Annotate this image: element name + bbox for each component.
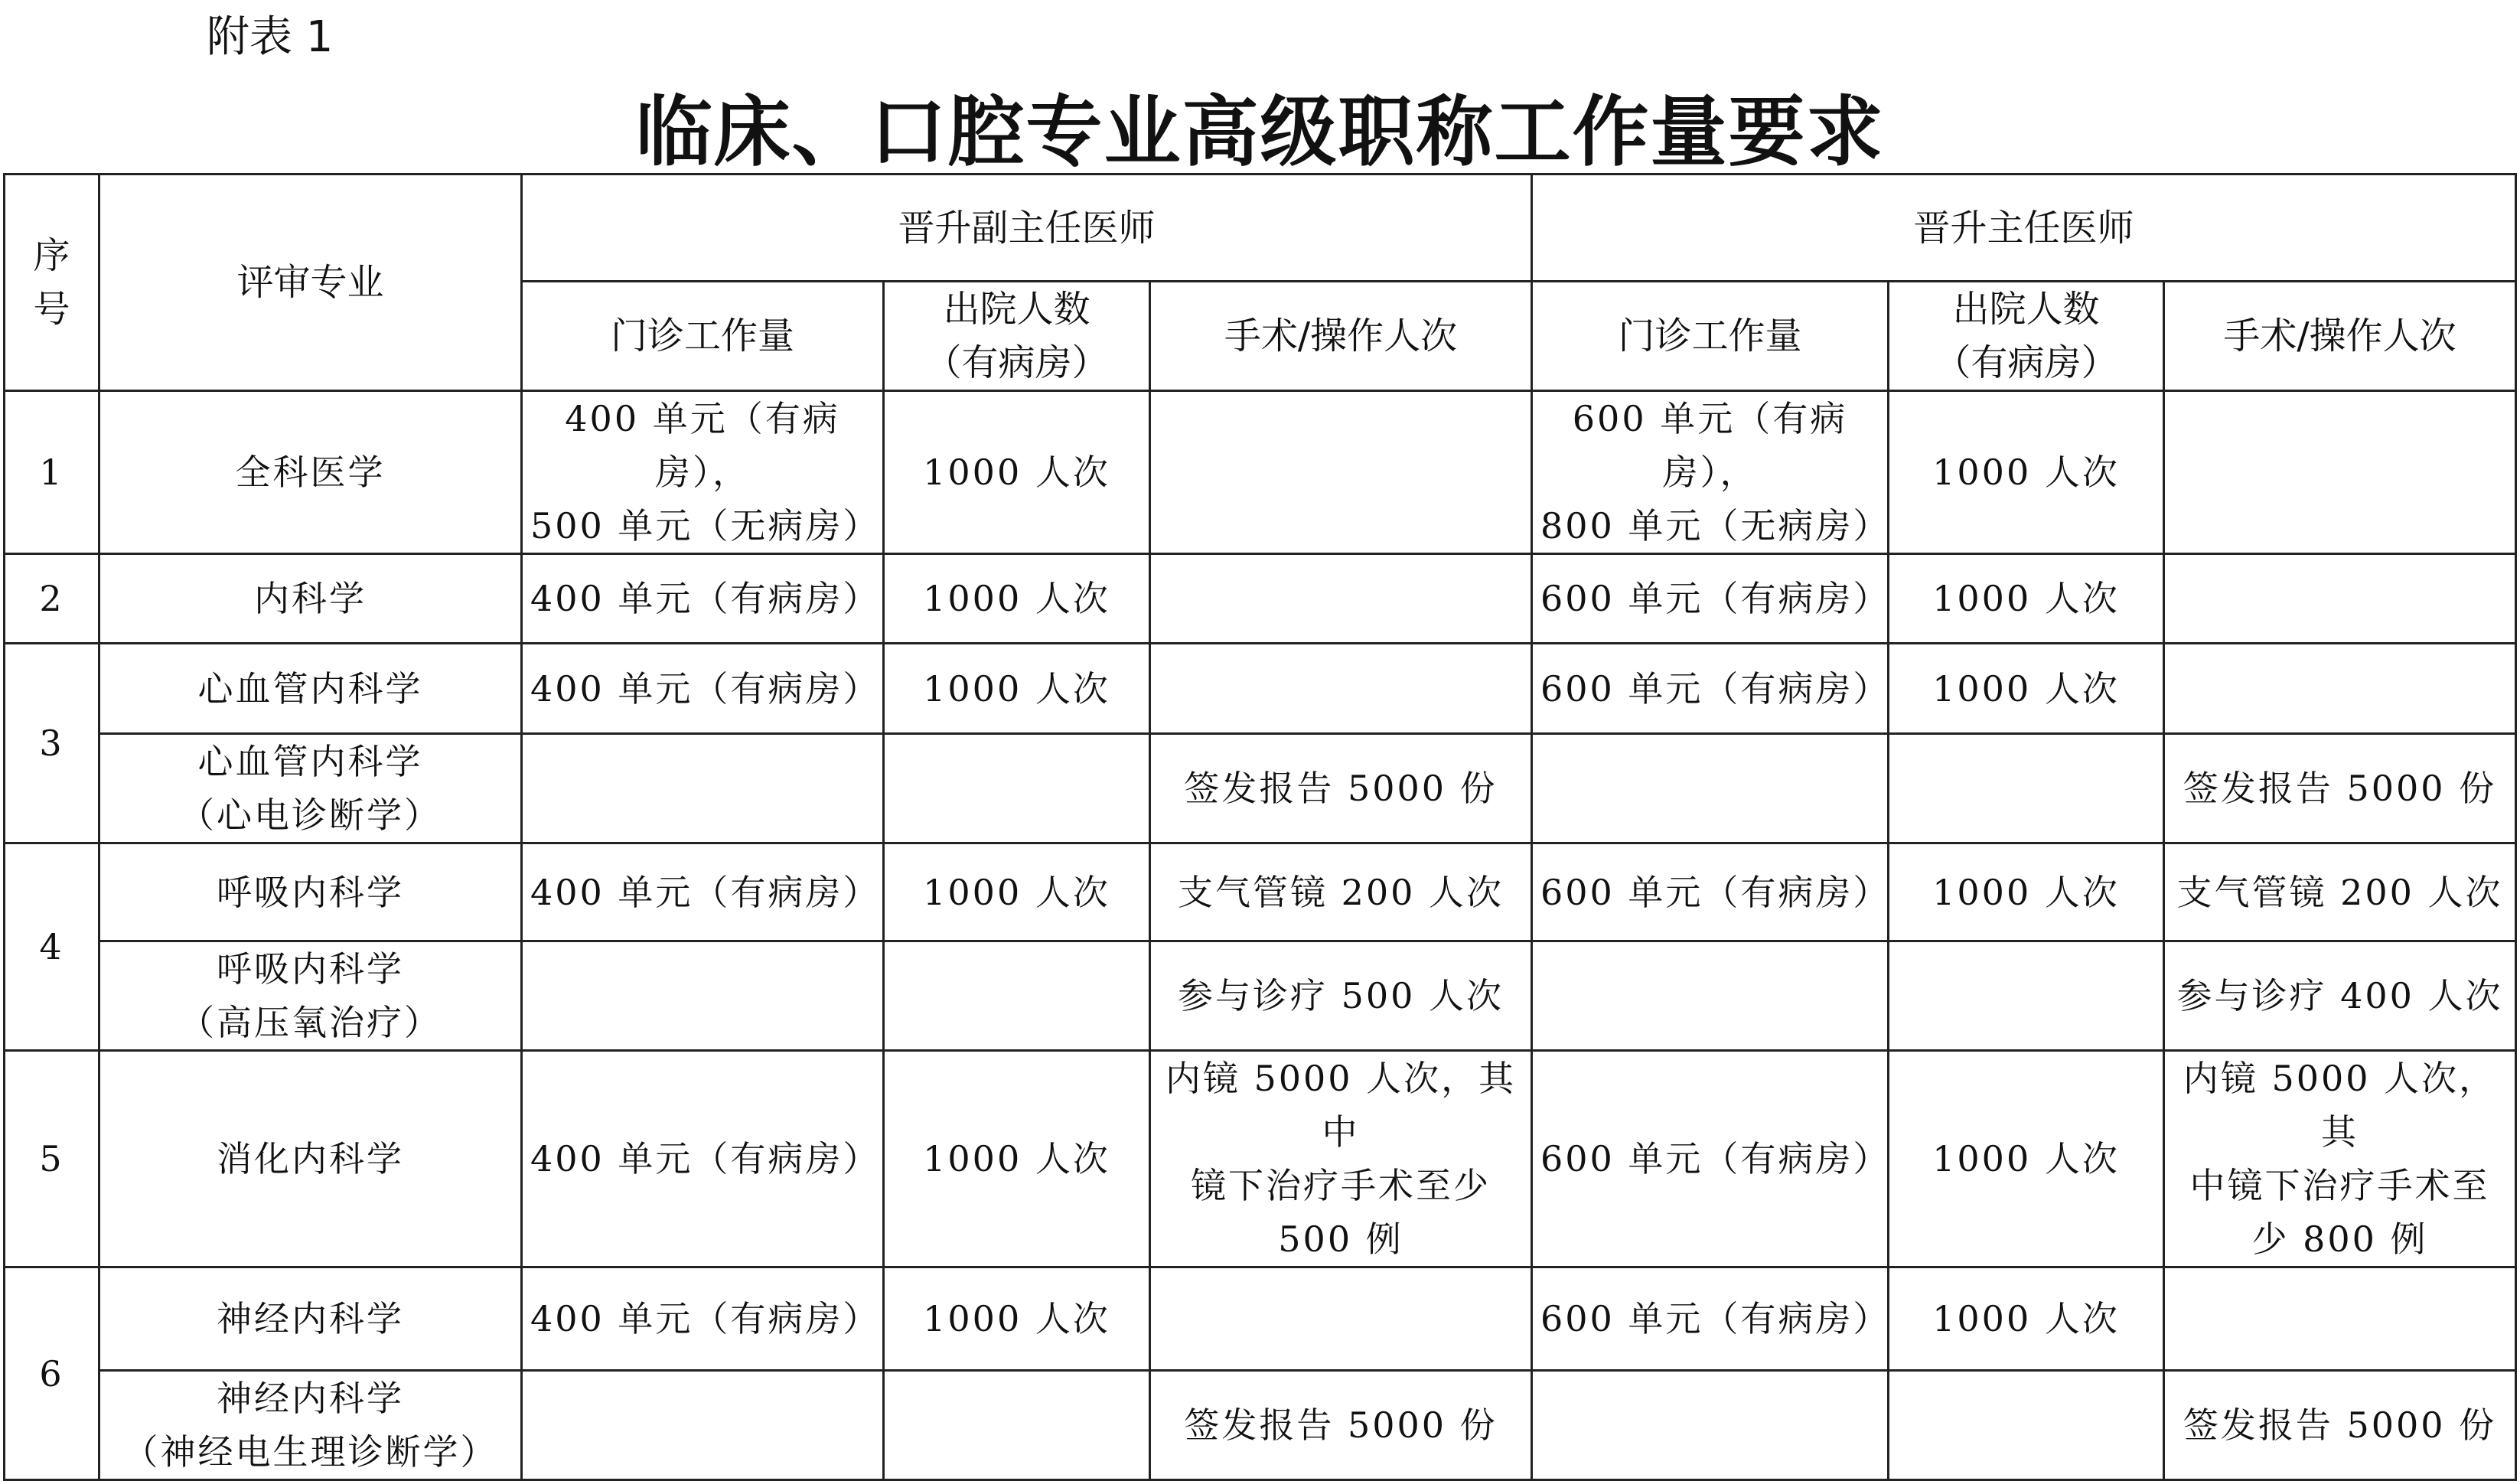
deputy-outpatient-cell <box>522 1371 884 1480</box>
deputy-outpatient-cell: 400 单元（有病房） <box>522 1267 884 1371</box>
header-chief-discharge: 出院人数 （有病房） <box>1889 282 2164 391</box>
chief-discharge-cell: 1000 人次 <box>1889 554 2164 644</box>
deputy-discharge-cell: 1000 人次 <box>884 1267 1150 1371</box>
header-chief-outpatient: 门诊工作量 <box>1532 282 1889 391</box>
table-row <box>5 1267 2516 1371</box>
chief-discharge-cell: 1000 人次 <box>1889 644 2164 734</box>
deputy-surgery-cell <box>1150 554 1532 644</box>
chief-outpatient-cell: 600 单元（有病房） <box>1532 843 1889 941</box>
deputy-discharge-cell: 1000 人次 <box>884 554 1150 644</box>
specialty-cell: 神经内科学 <box>99 1267 522 1371</box>
deputy-outpatient-cell: 400 单元（有病房）， 500 单元（无病房） <box>522 391 884 554</box>
header-deputy-discharge: 出院人数 （有病房） <box>884 282 1150 391</box>
deputy-surgery-cell <box>1150 644 1532 734</box>
chief-outpatient-cell <box>1532 734 1889 843</box>
chief-outpatient-cell <box>1532 1371 1889 1480</box>
deputy-surgery-cell: 签发报告 5000 份 <box>1150 1371 1532 1480</box>
table-row <box>5 1371 2516 1480</box>
deputy-outpatient-cell <box>522 734 884 843</box>
deputy-surgery-cell: 内镜 5000 人次，其中 镜下治疗手术至少 500 例 <box>1150 1051 1532 1267</box>
chief-discharge-cell <box>1889 734 2164 843</box>
deputy-surgery-cell: 支气管镜 200 人次 <box>1150 843 1532 941</box>
table-row <box>5 843 2516 941</box>
deputy-discharge-cell <box>884 941 1150 1051</box>
chief-outpatient-cell: 600 单元（有病房） <box>1532 644 1889 734</box>
specialty-cell: 呼吸内科学 （高压氧治疗） <box>99 941 522 1051</box>
deputy-discharge-cell <box>884 1371 1150 1480</box>
header-deputy-outpatient: 门诊工作量 <box>522 282 884 391</box>
deputy-discharge-cell: 1000 人次 <box>884 843 1150 941</box>
chief-discharge-cell <box>1889 941 2164 1051</box>
header-deputy-surgery: 手术/操作人次 <box>1150 282 1532 391</box>
deputy-outpatient-cell: 400 单元（有病房） <box>522 1051 884 1267</box>
header-specialty: 评审专业 <box>99 175 522 391</box>
header-group-chief: 晋升主任医师 <box>1532 175 2516 282</box>
chief-surgery-cell: 内镜 5000 人次，其 中镜下治疗手术至 少 800 例 <box>2164 1051 2516 1267</box>
table-row <box>5 734 2516 843</box>
chief-surgery-cell <box>2164 1267 2516 1371</box>
specialty-cell: 呼吸内科学 <box>99 843 522 941</box>
chief-discharge-cell <box>1889 1371 2164 1480</box>
chief-outpatient-cell: 600 单元（有病房）， 800 单元（无病房） <box>1532 391 1889 554</box>
chief-surgery-cell: 签发报告 5000 份 <box>2164 734 2516 843</box>
specialty-cell: 心血管内科学 <box>99 644 522 734</box>
chief-surgery-cell: 支气管镜 200 人次 <box>2164 843 2516 941</box>
deputy-surgery-cell: 签发报告 5000 份 <box>1150 734 1532 843</box>
deputy-discharge-cell <box>884 734 1150 843</box>
deputy-discharge-cell: 1000 人次 <box>884 1051 1150 1267</box>
chief-outpatient-cell: 600 单元（有病房） <box>1532 554 1889 644</box>
header-group-deputy-chief: 晋升副主任医师 <box>522 175 1532 282</box>
chief-discharge-cell: 1000 人次 <box>1889 1267 2164 1371</box>
chief-surgery-cell <box>2164 391 2516 554</box>
table-row <box>5 941 2516 1051</box>
specialty-cell: 全科医学 <box>99 391 522 554</box>
specialty-cell: 心血管内科学 （心电诊断学） <box>99 734 522 843</box>
seq-cell: 6 <box>5 1267 99 1480</box>
seq-cell: 3 <box>5 644 99 843</box>
workload-table <box>3 173 2517 1481</box>
header-chief-surgery: 手术/操作人次 <box>2164 282 2516 391</box>
deputy-outpatient-cell <box>522 941 884 1051</box>
chief-surgery-cell <box>2164 554 2516 644</box>
deputy-surgery-cell <box>1150 391 1532 554</box>
chief-discharge-cell: 1000 人次 <box>1889 391 2164 554</box>
chief-discharge-cell: 1000 人次 <box>1889 843 2164 941</box>
table-row <box>5 644 2516 734</box>
seq-cell: 1 <box>5 391 99 554</box>
chief-discharge-cell: 1000 人次 <box>1889 1051 2164 1267</box>
table-row <box>5 391 2516 554</box>
seq-cell: 2 <box>5 554 99 644</box>
chief-surgery-cell: 参与诊疗 400 人次 <box>2164 941 2516 1051</box>
header-seq: 序 号 <box>5 175 99 391</box>
specialty-cell: 消化内科学 <box>99 1051 522 1267</box>
seq-cell: 4 <box>5 843 99 1051</box>
deputy-outpatient-cell: 400 单元（有病房） <box>522 554 884 644</box>
table-row <box>5 554 2516 644</box>
chief-outpatient-cell <box>1532 941 1889 1051</box>
chief-outpatient-cell: 600 单元（有病房） <box>1532 1267 1889 1371</box>
seq-cell: 5 <box>5 1051 99 1267</box>
table-row <box>5 1051 2516 1267</box>
document-title: 临床、口腔专业高级职称工作量要求 <box>635 86 1885 177</box>
chief-surgery-cell: 签发报告 5000 份 <box>2164 1371 2516 1480</box>
deputy-outpatient-cell: 400 单元（有病房） <box>522 644 884 734</box>
specialty-cell: 神经内科学 （神经电生理诊断学） <box>99 1371 522 1480</box>
attachment-label: 附表 1 <box>207 12 334 62</box>
specialty-cell: 内科学 <box>99 554 522 644</box>
deputy-surgery-cell: 参与诊疗 500 人次 <box>1150 941 1532 1051</box>
chief-outpatient-cell: 600 单元（有病房） <box>1532 1051 1889 1267</box>
deputy-discharge-cell: 1000 人次 <box>884 644 1150 734</box>
deputy-surgery-cell <box>1150 1267 1532 1371</box>
deputy-outpatient-cell: 400 单元（有病房） <box>522 843 884 941</box>
chief-surgery-cell <box>2164 644 2516 734</box>
deputy-discharge-cell: 1000 人次 <box>884 391 1150 554</box>
